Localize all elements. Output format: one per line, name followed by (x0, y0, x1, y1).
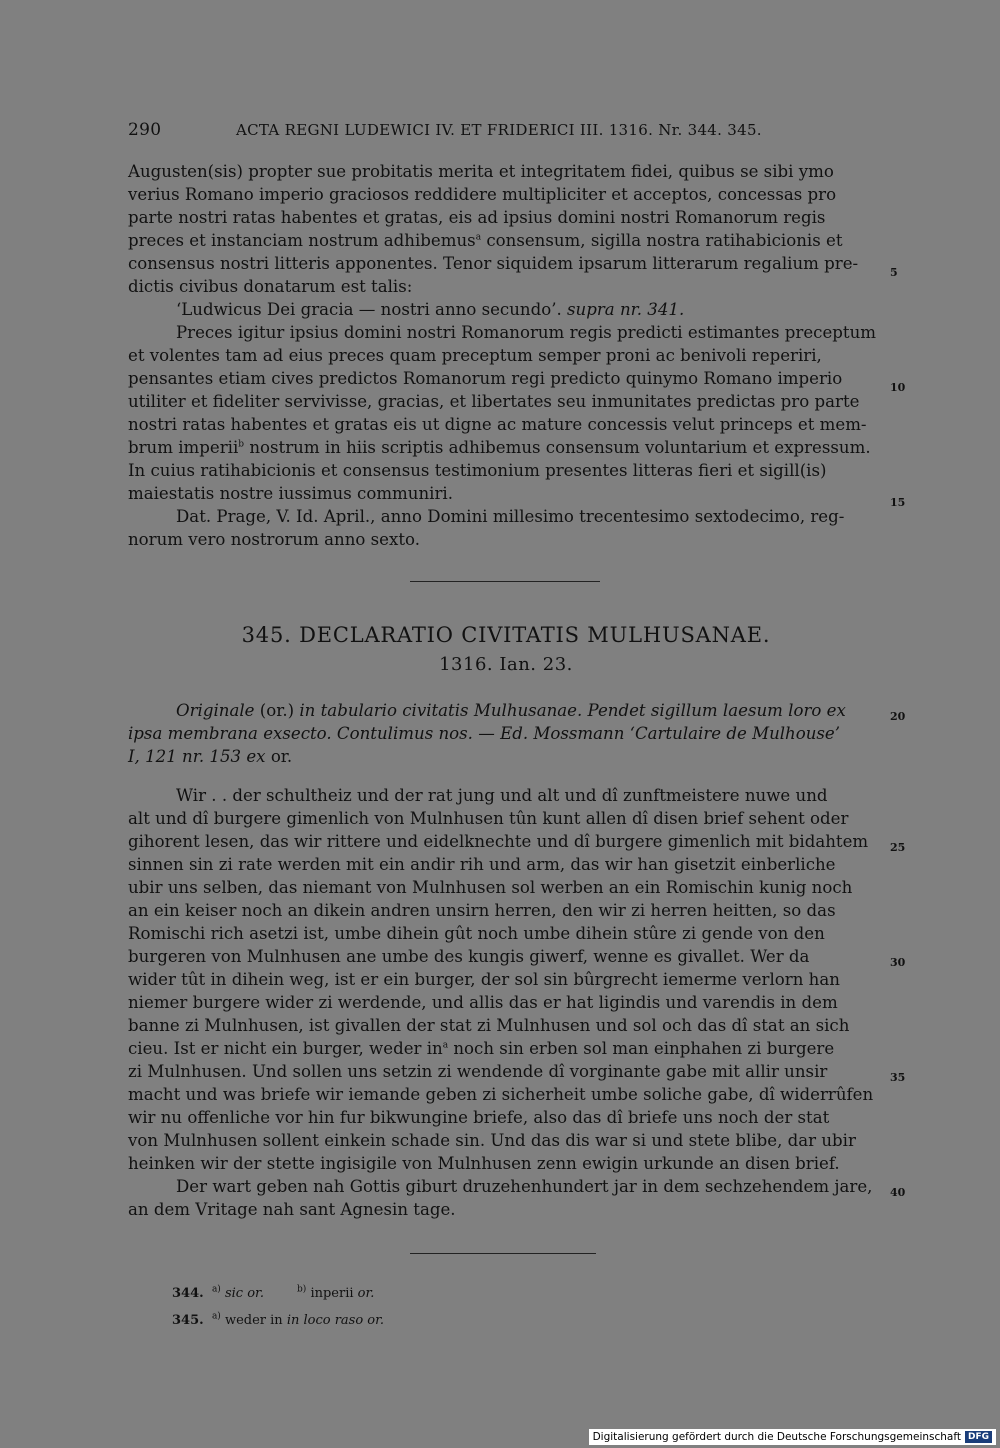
funding-text: Digitalisierung gefördert durch die Deutsche Forschungsgemeinschaft (592, 1431, 961, 1443)
text-line: verius Romano imperio graciosos reddidere multipliciter et acceptos, concessas pro (128, 185, 837, 204)
text-line: zi Mulnhusen. Und sollen uns setzin zi wendende dî vorginante gabe mit allir unsir (128, 1062, 828, 1081)
text-line: wir nu offenliche vor hin fur bikwungine briefe, also das dî briefe uns noch der stat (128, 1108, 830, 1127)
text-line: heinken wir der stette ingisigile von Mulnhusen zenn ewigin urkunde an disen brief. (128, 1154, 840, 1173)
text-line: banne zi Mulnhusen, ist givallen der stat zi Mulnhusen und sol och das dî stat an sich (128, 1016, 850, 1035)
text-line: macht und was briefe wir iemande geben zi sicherheit umbe soliche gabe, dî widerrûfen (128, 1085, 874, 1104)
page-number: 290 (128, 120, 162, 140)
dfg-logo: DFG (965, 1431, 992, 1443)
text-line: von Mulnhusen sollent einkein schade sin. Und das dis war si und stete blibe, dar ubir (128, 1131, 856, 1150)
text-line: utiliter et fideliter servivisse, gracias, et libertates seu inmunitates predictas pro parte (128, 392, 860, 411)
text-line: norum vero nostrorum anno sexto. (128, 530, 420, 549)
text-line: wider tût in dihein weg, ist er ein burger, der sol sin bûrgrecht iemerme verlorn han (128, 970, 840, 989)
text-line: nostri ratas habentes et gratas eis ut digne ac mature concessis velut princeps et mem- (128, 415, 867, 434)
text-line: In cuius ratihabicionis et consensus testimonium presentes litteras fieri et sigill(is) (128, 461, 827, 480)
text-line: et volentes tam ad eius preces quam preceptum semper proni ac benivoli reperiri, (128, 346, 822, 365)
footnote-mark-a: a (442, 1040, 449, 1051)
text-line: maiestatis nostre iussimus communiri. (128, 484, 453, 503)
text-line: pensantes etiam cives predictos Romanorum regi predicto quinymo Romano imperio (128, 369, 843, 388)
text-line: dictis civibus donatarum est talis: (128, 277, 413, 296)
text-line: an ein keiser noch an dikein andren unsirn herren, den wir zi herren heitten, so das (128, 901, 836, 920)
text-line: sinnen sin zi rate werden mit ein andir rih und arm, das wir han gisetzit einberliche (128, 855, 836, 874)
document-345-date: 1316. Ian. 23. (439, 654, 573, 675)
text-line: Der wart geben nah Gottis giburt druzehenhundert jar in dem sechzehendem jare, (176, 1177, 873, 1196)
text-line: cieu. Ist er nicht ein burger, weder $in^a$ noch sin erben sol man einphahen zi burgere (128, 1039, 835, 1058)
line-number: 10 (890, 381, 906, 394)
text-line: preces et instanciam nostrum adhibemus$^a$ consensum, sigilla nostra ratihabicionis et (128, 231, 843, 250)
text-line: ‘Ludwicus Dei gracia — nostri anno secundo’. supra nr. 341. (176, 300, 685, 319)
text-line: Romischi rich asetzi ist, umbe dihein gût noch umbe dihein stûre zi gende von den (128, 924, 825, 943)
cross-reference: supra nr. 341. (567, 300, 685, 319)
line-number: 25 (890, 841, 906, 854)
text-line: alt und dî burgere gimenlich von Mulnhusen tûn kunt allen dî disen brief sehent oder (128, 809, 849, 828)
text-line: Augusten(sis) propter sue probitatis merita et integritatem fidei, quibus se sibi ymo (128, 162, 834, 181)
text-line: I, 121 nr. 153 ex or. (128, 747, 293, 766)
footnote-divider (410, 1253, 596, 1254)
text-line: Originale (or.) in tabulario civitatis Mulhusanae. Pendet sigillum laesum loro ex (176, 701, 846, 720)
footnote-mark-a: a (475, 232, 482, 243)
line-number: 5 (890, 266, 898, 279)
dfg-funding-banner (589, 1429, 996, 1445)
footnote-345: 345. $^{a)}$ weder in in loco raso or. (172, 1311, 385, 1328)
section-divider (410, 581, 600, 582)
text-line: niemer burgere wider zi werdende, und allis das er hat ligindis und varendis in dem (128, 993, 838, 1012)
text-line: ipsa membrana exsecto. Contulimus nos. — Ed. Mossmann ‘Cartulaire de Mulhouse’ (128, 724, 841, 743)
running-title: ACTA REGNI LUDEWICI IV. ET FRIDERICI III. 1316. Nr. 344. 345. (236, 121, 762, 139)
text-line: consensus nostri litteris apponentes. Tenor siquidem ipsarum litterarum regalium pre- (128, 254, 859, 273)
text-line: brum imperii$^b$ nostrum in hiis scriptis adhibemus consensum voluntarium et expressum. (128, 438, 871, 457)
footnote-mark-b: b (238, 439, 245, 450)
running-header (128, 120, 780, 140)
line-number: 15 (890, 496, 906, 509)
text-line: Dat. Prage, V. Id. April., anno Domini millesimo trecentesimo sextodecimo, reg- (176, 507, 845, 526)
text-line: Wir . . der schultheiz und der rat jung und alt und dî zunftmeistere nuwe und (176, 786, 828, 805)
text-line: ubir uns selben, das niemant von Mulnhusen sol werben an ein Romischin kunig noch (128, 878, 853, 897)
text-line: burgeren von Mulnhusen ane umbe des kungis giwerf, wenne es givallet. Wer da (128, 947, 810, 966)
text-line: gihorent lesen, das wir rittere und eidelknechte und dî burgere gimenlich mit bidahtem (128, 832, 869, 851)
line-number: 30 (890, 956, 906, 969)
text-line: an dem Vritage nah sant Agnesin tage. (128, 1200, 456, 1219)
line-number: 40 (890, 1186, 906, 1199)
document-345-title: 345. DECLARATIO CIVITATIS MULHUSANAE. (241, 623, 771, 647)
line-number: 35 (890, 1071, 906, 1084)
footnote-344: 344. $^{a)}$ sic or. $^{b)}$ inperii or. (172, 1284, 375, 1301)
line-number: 20 (890, 710, 906, 723)
text-line: Preces igitur ipsius domini nostri Romanorum regis predicti estimantes preceptum (176, 323, 876, 342)
text-line: parte nostri ratas habentes et gratas, eis ad ipsius domini nostri Romanorum regis (128, 208, 826, 227)
